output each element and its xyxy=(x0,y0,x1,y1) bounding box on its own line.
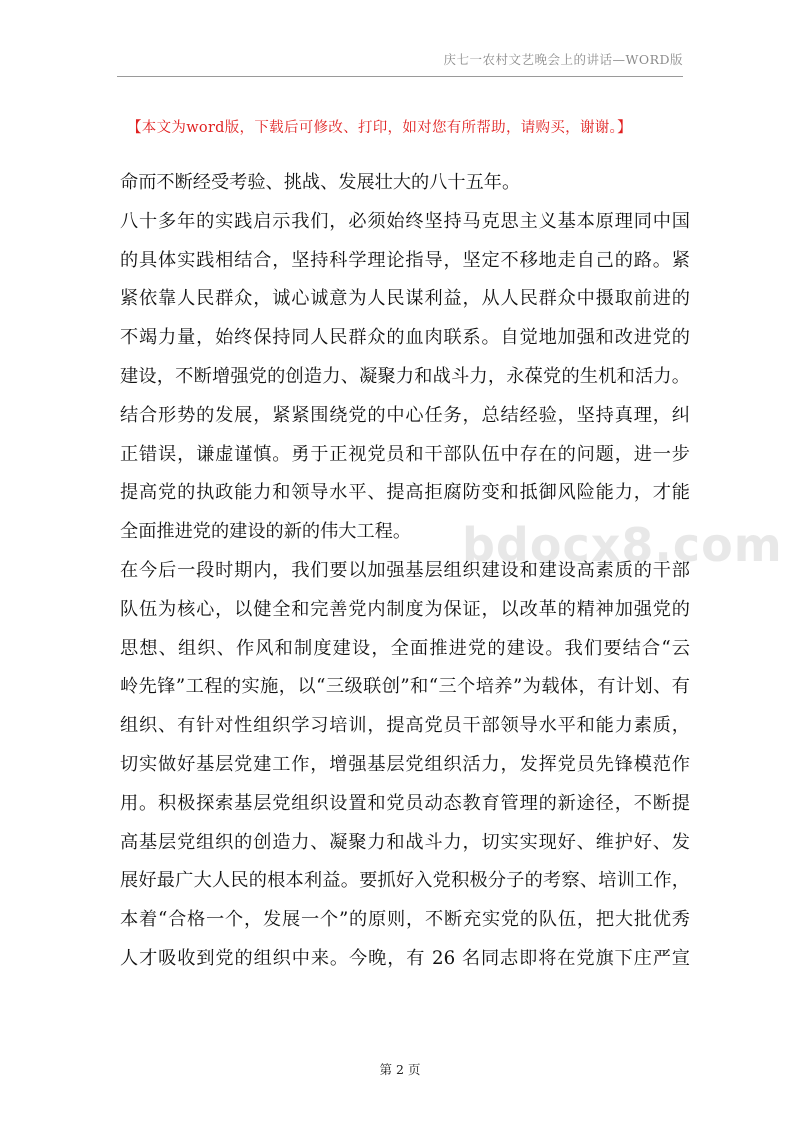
body-line: 思想、组织、作风和制度建设，全面推进党的建设。我们要结合“云 xyxy=(120,637,690,659)
body-line: 在今后一段时期内，我们要以加强基层组织建设和建设高素质的干部 xyxy=(120,559,690,581)
body-line: 用。积极探索基层党组织设置和党员动态教育管理的新途径，不断提 xyxy=(120,792,690,814)
body-line: 高基层党组织的创造力、凝聚力和战斗力，切实实现好、维护好、发 xyxy=(120,831,690,853)
body-line: 展好最广大人民的根本利益。要抓好入党积极分子的考察、培训工作， xyxy=(120,870,690,892)
body-line: 切实做好基层党建工作，增强基层党组织活力，发挥党员先锋模范作 xyxy=(120,753,690,775)
body-line: 全面推进党的建设的新的伟大工程。 xyxy=(120,521,412,543)
body-line: 队伍为核心，以健全和完善党内制度为保证，以改革的精神加强党的 xyxy=(120,598,690,620)
body-line: 的具体实践相结合，坚持科学理论指导，坚定不移地走自己的路。紧 xyxy=(120,249,690,271)
body-line: 八十多年的实践启示我们，必须始终坚持马克思主义基本原理同中国 xyxy=(120,210,690,232)
document-header-title: 庆七一农村文艺晚会上的讲话—WORD版 xyxy=(443,52,683,67)
download-notice: 【本文为word版，下载后可修改、打印，如对您有所帮助，请购买，谢谢。】 xyxy=(127,120,632,136)
body-line: 命而不断经受考验、挑战、发展壮大的八十五年。 xyxy=(120,172,521,193)
body-line: 建设，不断增强党的创造力、凝聚力和战斗力，永葆党的生机和活力。 xyxy=(120,365,690,387)
body-line: 人才吸收到党的组织中来。今晚，有 26 名同志即将在党旗下庄严宣 xyxy=(120,947,690,969)
body-line: 结合形势的发展，紧紧围绕党的中心任务，总结经验，坚持真理，纠 xyxy=(120,404,690,426)
body-line: 组织、有针对性组织学习培训，提高党员干部领导水平和能力素质， xyxy=(120,715,690,737)
page-number: 第 2 页 xyxy=(379,1062,421,1077)
body-line: 不竭力量，始终保持同人民群众的血肉联系。自觉地加强和改进党的 xyxy=(120,327,690,349)
body-line: 提高党的执政能力和领导水平、提高拒腐防变和抵御风险能力，才能 xyxy=(120,482,690,504)
body-line: 岭先锋”工程的实施，以“三级联创”和“三个培养”为载体，有计划、有 xyxy=(120,676,690,698)
body-line: 紧依靠人民群众，诚心诚意为人民谋利益，从人民群众中摄取前进的 xyxy=(120,288,690,310)
header-divider xyxy=(117,76,683,77)
body-line: 本着“合格一个，发展一个”的原则，不断充实党的队伍，把大批优秀 xyxy=(120,909,690,931)
watermark: bdocx8.com xyxy=(462,518,783,572)
body-line: 正错误，谦虚谨慎。勇于正视党员和干部队伍中存在的问题，进一步 xyxy=(120,443,690,465)
body-text xyxy=(120,164,690,979)
